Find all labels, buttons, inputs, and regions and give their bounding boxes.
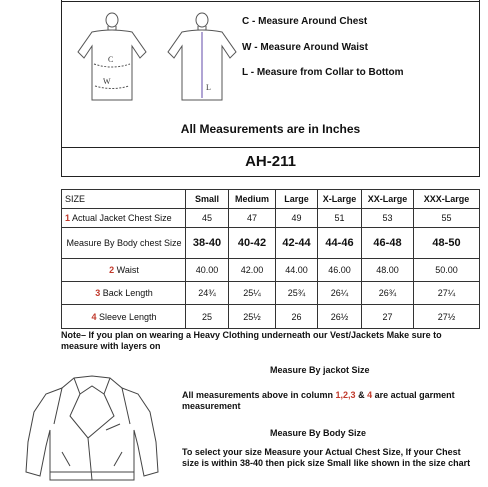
row-number: 4 bbox=[91, 311, 97, 322]
row-label: Measure By Body chest Size bbox=[62, 228, 186, 259]
layering-note: Note– If you plan on wearing a Heavy Clothing underneath our Vest/Jackets Make sure to measure with layers on bbox=[61, 330, 442, 351]
table-row bbox=[62, 209, 480, 228]
table-cell: 40.00 bbox=[186, 259, 229, 282]
table-cell: 27½ bbox=[414, 305, 480, 329]
size-col-xxxlarge: XXX-Large bbox=[414, 190, 480, 209]
jacket-text-columns: 1,2,3 bbox=[335, 390, 356, 400]
table-cell: 25 bbox=[186, 305, 229, 329]
size-col-xlarge: X-Large bbox=[318, 190, 362, 209]
row-number: 1 bbox=[65, 213, 71, 223]
jacket-text-suffix: are actual garment measurement bbox=[182, 390, 455, 411]
row-label-text: Sleeve Length bbox=[98, 311, 157, 322]
table-cell: 44.00 bbox=[276, 259, 318, 282]
size-chart-table bbox=[61, 189, 480, 329]
table-row bbox=[62, 259, 480, 282]
frame-left bbox=[61, 0, 62, 177]
table-cell: 40-42 bbox=[229, 228, 276, 259]
row-number: 3 bbox=[95, 288, 101, 298]
product-code: AH-211 bbox=[245, 153, 296, 170]
body-size-title: Measure By Body Size bbox=[270, 428, 367, 438]
all-measurements-heading: All Measurements are in Inches bbox=[180, 122, 361, 136]
frame-divider bbox=[61, 147, 480, 148]
legend-length: L - Measure from Collar to Bottom bbox=[242, 67, 404, 78]
row-label bbox=[62, 209, 186, 228]
row-number: 2 bbox=[109, 265, 115, 275]
table-cell: 46.00 bbox=[318, 259, 362, 282]
jacket-illustration bbox=[22, 372, 162, 484]
row-label-text: Waist bbox=[116, 265, 139, 275]
table-row bbox=[62, 282, 480, 305]
table-cell: 38-40 bbox=[186, 228, 229, 259]
table-cell: 25¼ bbox=[229, 282, 276, 305]
length-letter: L bbox=[206, 83, 211, 92]
table-cell: 27 bbox=[362, 305, 414, 329]
table-row bbox=[62, 305, 480, 329]
jacket-size-text bbox=[182, 390, 472, 412]
size-col-small: Small bbox=[186, 190, 229, 209]
back-figure-illustration bbox=[160, 12, 244, 106]
table-cell: 25¾ bbox=[276, 282, 318, 305]
row-label bbox=[62, 305, 186, 329]
frame-top bbox=[61, 1, 480, 2]
table-cell: 48.00 bbox=[362, 259, 414, 282]
table-cell: 42-44 bbox=[276, 228, 318, 259]
chest-letter: C bbox=[108, 55, 114, 64]
table-cell: 26¼ bbox=[318, 282, 362, 305]
table-cell: 49 bbox=[276, 209, 318, 228]
table-cell: 44-46 bbox=[318, 228, 362, 259]
table-cell: 26¾ bbox=[362, 282, 414, 305]
size-col-medium: Medium bbox=[229, 190, 276, 209]
legend-chest: C - Measure Around Chest bbox=[242, 16, 368, 27]
jacket-text-column4: 4 bbox=[367, 390, 373, 400]
table-cell: 25½ bbox=[229, 305, 276, 329]
frame-right bbox=[479, 0, 480, 177]
table-cell: 45 bbox=[186, 209, 229, 228]
table-cell: 46-48 bbox=[362, 228, 414, 259]
size-col-large: Large bbox=[276, 190, 318, 209]
waist-letter: W bbox=[103, 77, 111, 86]
row-label-text: Actual Jacket Chest Size bbox=[72, 213, 172, 223]
table-cell: 26 bbox=[276, 305, 318, 329]
table-cell: 42.00 bbox=[229, 259, 276, 282]
frame-bottom bbox=[61, 176, 480, 177]
table-cell: 24¾ bbox=[186, 282, 229, 305]
size-header: SIZE bbox=[62, 190, 186, 209]
legend-waist: W - Measure Around Waist bbox=[242, 42, 368, 53]
table-cell: 26½ bbox=[318, 305, 362, 329]
table-cell: 48-50 bbox=[414, 228, 480, 259]
table-row bbox=[62, 228, 480, 259]
row-label bbox=[62, 259, 186, 282]
row-label bbox=[62, 282, 186, 305]
row-label-text: Back Length bbox=[102, 288, 153, 298]
jacket-text-and: & bbox=[355, 390, 368, 400]
table-cell: 47 bbox=[229, 209, 276, 228]
table-cell: 53 bbox=[362, 209, 414, 228]
table-cell: 51 bbox=[318, 209, 362, 228]
table-cell: 27¼ bbox=[414, 282, 480, 305]
table-header-row bbox=[62, 190, 480, 209]
jacket-text-prefix: All measurements above in column bbox=[182, 390, 336, 400]
jacket-size-title: Measure By jackot Size bbox=[270, 365, 370, 375]
table-cell: 50.00 bbox=[414, 259, 480, 282]
body-size-text: To select your size Measure your Actual Chest Size, If your Chest size is within 38-40 then pick size Small like shown in the size chart bbox=[182, 447, 471, 468]
front-figure-illustration bbox=[70, 12, 154, 106]
size-col-xxlarge: XX-Large bbox=[362, 190, 414, 209]
table-cell: 55 bbox=[414, 209, 480, 228]
